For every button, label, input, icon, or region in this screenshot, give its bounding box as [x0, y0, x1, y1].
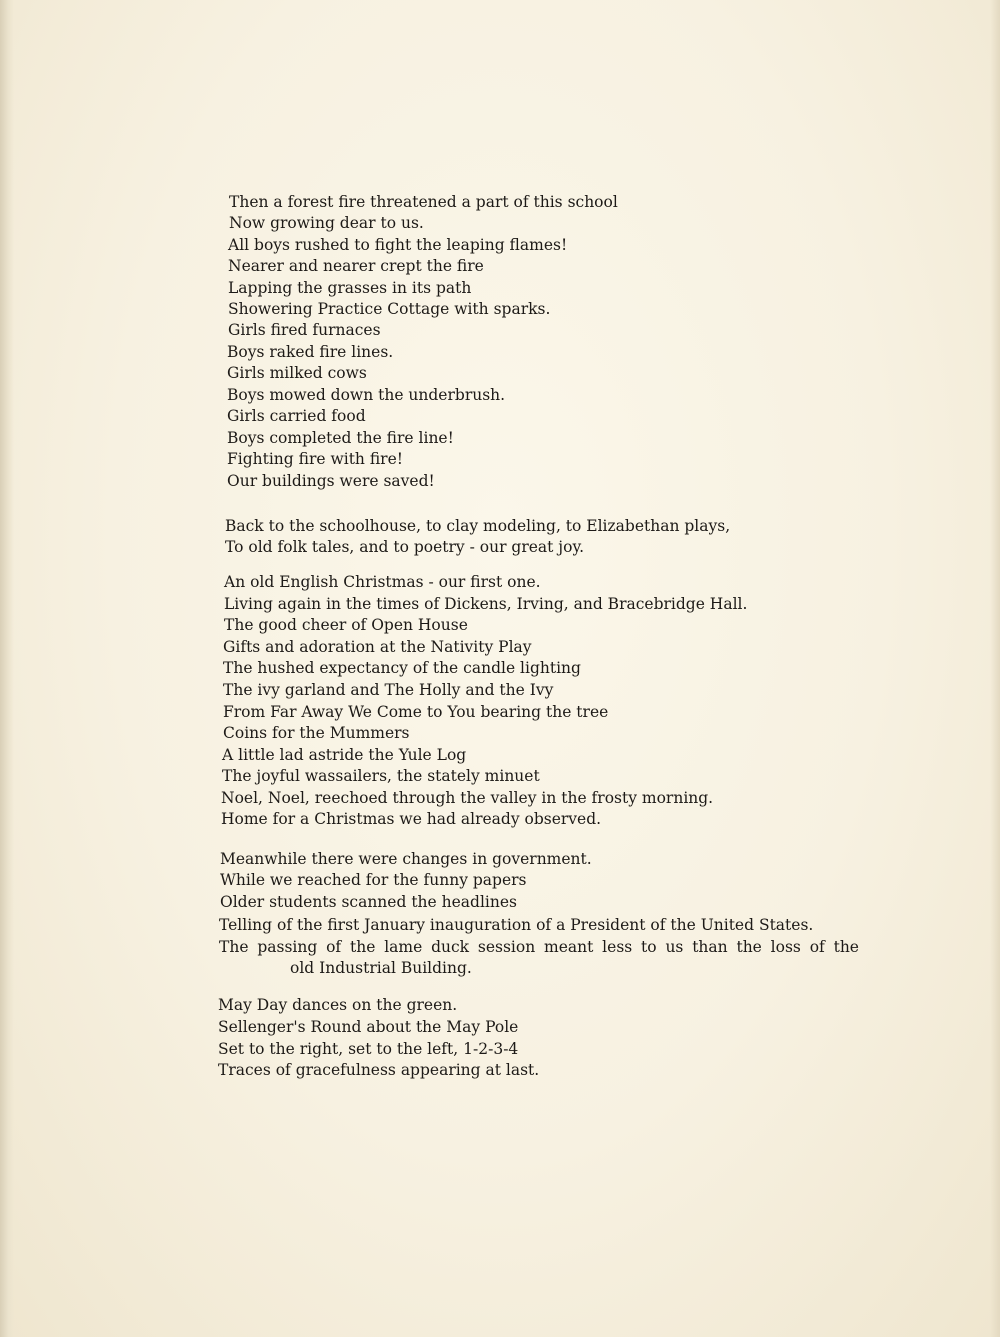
- poem-line: Fighting fire with fire!: [227, 450, 403, 468]
- poem-line: From Far Away We Come to You bearing the tree: [223, 703, 609, 721]
- poem-line: Meanwhile there were changes in government.: [220, 850, 592, 868]
- poem-line: Sellenger's Round about the May Pole: [218, 1018, 519, 1036]
- poem-line: Lapping the grasses in its path: [228, 279, 472, 297]
- poem-line: Girls carried food: [227, 407, 366, 425]
- poem-line: Now growing dear to us.: [229, 214, 424, 232]
- poem-line: Our buildings were saved!: [227, 472, 435, 490]
- poem-line: Girls fired furnaces: [228, 321, 381, 339]
- poem-line: Then a forest fire threatened a part of this school: [229, 193, 618, 211]
- poem-line: Nearer and nearer crept the fire: [228, 257, 484, 275]
- poem-line: The passing of the lame duck session meant less to us than the loss of the: [219, 938, 859, 956]
- poem-line: An old English Christmas - our first one.: [224, 573, 541, 591]
- poem-line: Girls milked cows: [227, 364, 367, 382]
- poem-line: Noel, Noel, reechoed through the valley in the frosty morning.: [221, 789, 714, 807]
- poem-line: Home for a Christmas we had already observed.: [221, 810, 602, 828]
- poem-line: Boys raked fire lines.: [227, 343, 394, 361]
- poem-line: Boys completed the fire line!: [227, 429, 454, 447]
- poem-line: To old folk tales, and to poetry - our great joy.: [225, 538, 585, 556]
- poem-line: The ivy garland and The Holly and the Ivy: [223, 681, 554, 699]
- poem-line: All boys rushed to fight the leaping flames!: [228, 236, 568, 254]
- poem-line: Boys mowed down the underbrush.: [227, 386, 506, 404]
- poem-line: The hushed expectancy of the candle lighting: [223, 659, 581, 677]
- poem-line: Set to the right, set to the left, 1-2-3-4: [218, 1040, 519, 1058]
- poem-line: While we reached for the funny papers: [220, 871, 527, 889]
- poem-line: May Day dances on the green.: [218, 996, 458, 1014]
- poem-line: Gifts and adoration at the Nativity Play: [223, 638, 532, 656]
- poem-line: Traces of gracefulness appearing at last.: [218, 1061, 540, 1079]
- poem-line: Coins for the Mummers: [223, 724, 410, 742]
- poem-line: Older students scanned the headlines: [220, 893, 517, 911]
- poem-line: Telling of the first January inauguration of a President of the United States.: [219, 916, 814, 934]
- poem-line: A little lad astride the Yule Log: [222, 746, 467, 764]
- poem-line-continuation: old Industrial Building.: [290, 959, 472, 977]
- poem-line: Living again in the times of Dickens, Irving, and Bracebridge Hall.: [224, 595, 748, 613]
- poem-line: The joyful wassailers, the stately minuet: [222, 767, 540, 785]
- poem-line: The good cheer of Open House: [224, 616, 468, 634]
- poem-line: Showering Practice Cottage with sparks.: [228, 300, 551, 318]
- poem-line: Back to the schoolhouse, to clay modeling, to Elizabethan plays,: [225, 517, 731, 535]
